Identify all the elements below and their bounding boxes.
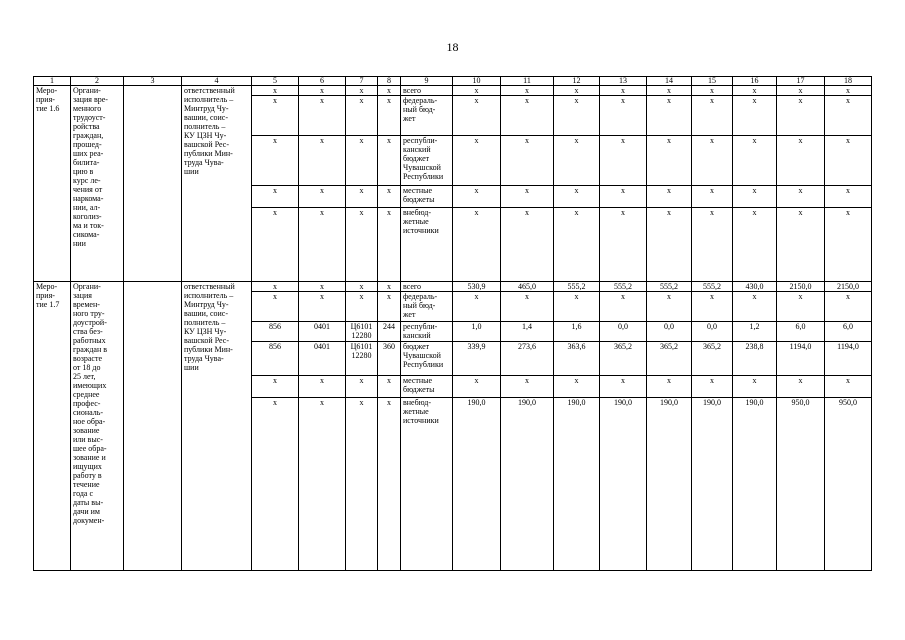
amount-cell: x (647, 208, 692, 282)
amount-cell: 555,2 (600, 282, 647, 292)
amount-cell: x (733, 136, 777, 186)
program-table (33, 76, 872, 571)
amount-cell: 1194,0 (825, 342, 872, 376)
executor-cell: ответственный исполнитель – Минтруд Чу- вашии, соис- полнитель – КУ ЦЗН Чу- вашской Рес- публики Мин- труда Чува- шии (182, 86, 252, 282)
amount-cell: x (453, 86, 501, 96)
amount-cell: 2150,0 (777, 282, 825, 292)
amount-cell: 0,0 (600, 322, 647, 342)
column-number-17: 17 (777, 77, 825, 86)
amount-cell: x (453, 96, 501, 136)
budget-code-cell: x (346, 86, 378, 96)
amount-cell: x (647, 376, 692, 398)
amount-cell: 190,0 (453, 398, 501, 571)
funding-source-cell: местные бюджеты (401, 376, 453, 398)
amount-cell: x (554, 96, 600, 136)
amount-cell: x (501, 186, 554, 208)
amount-cell: x (453, 292, 501, 322)
amount-cell: x (600, 186, 647, 208)
amount-cell: 365,2 (647, 342, 692, 376)
amount-cell: x (692, 96, 733, 136)
amount-cell: x (692, 292, 733, 322)
amount-cell: x (501, 376, 554, 398)
amount-cell: 1,4 (501, 322, 554, 342)
budget-code-cell: x (252, 398, 299, 571)
amount-cell: x (777, 136, 825, 186)
amount-cell: x (453, 136, 501, 186)
amount-cell: 1,2 (733, 322, 777, 342)
funding-source-cell: внебюд- жетные источники (401, 208, 453, 282)
event-name-cell: Органи- зация вре- менного трудоуст- ройства граждан, прошед- ших реа- билита- цию в курс ле- чения от наркома- нии, ал- коголиз- ма и ток- сикома- нии (71, 86, 124, 282)
amount-cell: 555,2 (692, 282, 733, 292)
budget-code-cell: x (378, 96, 401, 136)
budget-code-cell: x (252, 136, 299, 186)
amount-cell: x (600, 292, 647, 322)
amount-cell: 430,0 (733, 282, 777, 292)
funding-source-cell: всего (401, 86, 453, 96)
budget-code-cell: x (346, 376, 378, 398)
amount-cell: x (733, 86, 777, 96)
budget-code-cell: x (252, 186, 299, 208)
amount-cell: x (554, 292, 600, 322)
amount-cell: x (647, 136, 692, 186)
amount-cell: x (554, 86, 600, 96)
column-number-14: 14 (647, 77, 692, 86)
amount-cell: 1,0 (453, 322, 501, 342)
amount-cell: x (733, 292, 777, 322)
budget-code-cell: x (346, 282, 378, 292)
budget-code-cell: x (299, 292, 346, 322)
budget-code-cell: x (299, 398, 346, 571)
column-number-9: 9 (401, 77, 453, 86)
budget-code-cell: x (252, 282, 299, 292)
amount-cell: x (692, 136, 733, 186)
funding-source-cell: федераль- ный бюд- жет (401, 96, 453, 136)
budget-code-cell: x (378, 376, 401, 398)
budget-code-cell: x (378, 282, 401, 292)
amount-cell: 2150,0 (825, 282, 872, 292)
amount-cell: 339,9 (453, 342, 501, 376)
amount-cell: x (647, 86, 692, 96)
column-number-12: 12 (554, 77, 600, 86)
funding-source-cell: федераль- ный бюд- жет (401, 292, 453, 322)
amount-cell: x (600, 96, 647, 136)
budget-code-cell: x (252, 292, 299, 322)
amount-cell: x (453, 376, 501, 398)
amount-cell: x (692, 86, 733, 96)
funding-source-cell: внебюд- жетные источники (401, 398, 453, 571)
budget-code-cell: 0401 (299, 322, 346, 342)
budget-code-cell: x (299, 186, 346, 208)
funding-source-cell: местные бюджеты (401, 186, 453, 208)
column-number-8: 8 (378, 77, 401, 86)
amount-cell: x (692, 208, 733, 282)
budget-code-cell: x (252, 208, 299, 282)
budget-code-cell: 360 (378, 342, 401, 376)
amount-cell: x (825, 96, 872, 136)
amount-cell: 1194,0 (777, 342, 825, 376)
amount-cell: x (692, 376, 733, 398)
budget-code-cell: x (346, 208, 378, 282)
budget-code-cell: x (378, 186, 401, 208)
column-number-3: 3 (124, 77, 182, 86)
amount-cell: x (692, 186, 733, 208)
amount-cell: x (825, 86, 872, 96)
budget-code-cell: x (299, 208, 346, 282)
amount-cell: x (600, 208, 647, 282)
column-number-6: 6 (299, 77, 346, 86)
empty-cell (124, 282, 182, 571)
budget-code-cell: x (252, 86, 299, 96)
budget-code-cell: x (299, 136, 346, 186)
amount-cell: x (501, 292, 554, 322)
amount-cell: 465,0 (501, 282, 554, 292)
column-number-7: 7 (346, 77, 378, 86)
column-number-1: 1 (34, 77, 71, 86)
amount-cell: 238,8 (733, 342, 777, 376)
event-name-cell: Органи- зация времен- ного тру- доустрой- ства без- работных граждан в возрасте от 18 до 25 лет, имеющих среднее профес- сиональ- ное обра- зование или выс- шее обра- зование и ищущих работу в течение года с даты вы- дачи им докумен- (71, 282, 124, 571)
amount-cell: x (777, 208, 825, 282)
budget-code-cell: x (346, 136, 378, 186)
page-number: 18 (446, 40, 459, 54)
amount-cell: 190,0 (501, 398, 554, 571)
table-row (34, 282, 872, 292)
funding-source-cell: республи- канский (401, 322, 453, 342)
column-number-2: 2 (71, 77, 124, 86)
budget-code-cell: Ц6101 12280 (346, 322, 378, 342)
amount-cell: 0,0 (692, 322, 733, 342)
amount-cell: x (554, 136, 600, 186)
amount-cell: 1,6 (554, 322, 600, 342)
amount-cell: 365,2 (692, 342, 733, 376)
amount-cell: x (554, 186, 600, 208)
amount-cell: x (501, 208, 554, 282)
amount-cell: x (554, 208, 600, 282)
event-number-cell: Меро- прия- тие 1.7 (34, 282, 71, 571)
amount-cell: x (733, 96, 777, 136)
column-number-10: 10 (453, 77, 501, 86)
budget-code-cell: x (378, 292, 401, 322)
funding-source-cell: республи- канский бюджет Чувашской Республики (401, 136, 453, 186)
amount-cell: x (453, 208, 501, 282)
amount-cell: x (554, 376, 600, 398)
amount-cell: x (825, 292, 872, 322)
amount-cell: x (600, 86, 647, 96)
budget-code-cell: x (378, 208, 401, 282)
amount-cell: 190,0 (600, 398, 647, 571)
event-number-cell: Меро- прия- тие 1.6 (34, 86, 71, 282)
amount-cell: x (501, 96, 554, 136)
amount-cell: x (501, 136, 554, 186)
budget-code-cell: x (299, 96, 346, 136)
amount-cell: 530,9 (453, 282, 501, 292)
budget-code-cell: Ц6101 12280 (346, 342, 378, 376)
amount-cell: x (501, 86, 554, 96)
amount-cell: 6,0 (777, 322, 825, 342)
column-number-4: 4 (182, 77, 252, 86)
amount-cell: x (777, 376, 825, 398)
budget-code-cell: x (346, 96, 378, 136)
amount-cell: 190,0 (554, 398, 600, 571)
amount-cell: x (777, 86, 825, 96)
budget-code-cell: x (346, 398, 378, 571)
amount-cell: x (777, 292, 825, 322)
column-number-16: 16 (733, 77, 777, 86)
empty-cell (124, 86, 182, 282)
budget-code-cell: x (378, 398, 401, 571)
amount-cell: 363,6 (554, 342, 600, 376)
amount-cell: x (733, 208, 777, 282)
budget-code-cell: 856 (252, 322, 299, 342)
amount-cell: x (647, 186, 692, 208)
amount-cell: x (647, 292, 692, 322)
budget-code-cell: x (252, 376, 299, 398)
amount-cell: x (600, 136, 647, 186)
column-number-11: 11 (501, 77, 554, 86)
column-number-18: 18 (825, 77, 872, 86)
budget-code-cell: x (299, 282, 346, 292)
amount-cell: x (647, 96, 692, 136)
amount-cell: x (777, 186, 825, 208)
amount-cell: 6,0 (825, 322, 872, 342)
amount-cell: x (825, 208, 872, 282)
amount-cell: x (453, 186, 501, 208)
table-row (34, 86, 872, 96)
column-number-5: 5 (252, 77, 299, 86)
amount-cell: 555,2 (554, 282, 600, 292)
amount-cell: 950,0 (777, 398, 825, 571)
amount-cell: 950,0 (825, 398, 872, 571)
table-body (34, 77, 872, 571)
amount-cell: 190,0 (692, 398, 733, 571)
amount-cell: 190,0 (647, 398, 692, 571)
funding-source-cell: бюджет Чувашской Республики (401, 342, 453, 376)
amount-cell: x (733, 376, 777, 398)
amount-cell: x (825, 186, 872, 208)
amount-cell: 555,2 (647, 282, 692, 292)
amount-cell: 190,0 (733, 398, 777, 571)
budget-code-cell: 244 (378, 322, 401, 342)
amount-cell: x (733, 186, 777, 208)
budget-code-cell: x (346, 186, 378, 208)
amount-cell: x (825, 376, 872, 398)
amount-cell: x (777, 96, 825, 136)
budget-code-cell: x (378, 136, 401, 186)
budget-code-cell: x (378, 86, 401, 96)
column-number-13: 13 (600, 77, 647, 86)
amount-cell: 273,6 (501, 342, 554, 376)
budget-code-cell: 856 (252, 342, 299, 376)
executor-cell: ответственный исполнитель – Минтруд Чу- вашии, соис- полнитель – КУ ЦЗН Чу- вашской Рес- публики Мин- труда Чува- шии (182, 282, 252, 571)
amount-cell: x (600, 376, 647, 398)
budget-code-cell: 0401 (299, 342, 346, 376)
amount-cell: x (825, 136, 872, 186)
amount-cell: 0,0 (647, 322, 692, 342)
column-number-15: 15 (692, 77, 733, 86)
budget-code-cell: x (299, 86, 346, 96)
budget-code-cell: x (252, 96, 299, 136)
funding-source-cell: всего (401, 282, 453, 292)
budget-code-cell: x (346, 292, 378, 322)
budget-code-cell: x (299, 376, 346, 398)
amount-cell: 365,2 (600, 342, 647, 376)
column-number-row (34, 77, 872, 86)
